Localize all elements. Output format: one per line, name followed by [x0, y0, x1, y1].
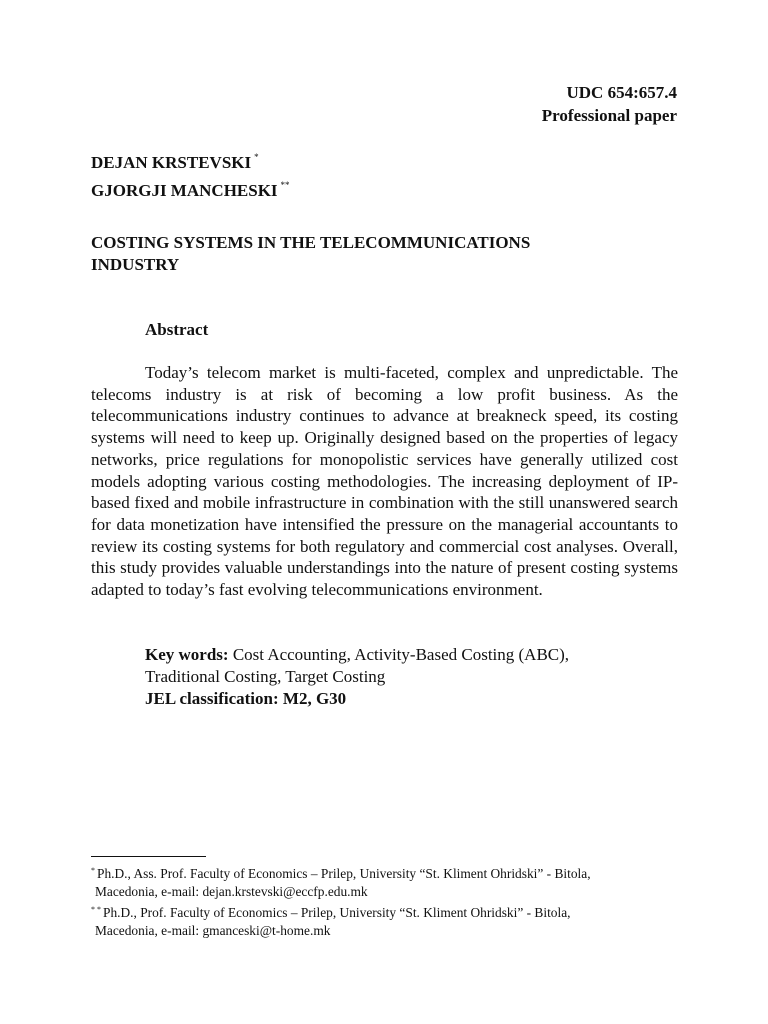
- paper-title: [91, 232, 651, 276]
- keywords-text-2: Traditional Costing, Target Costing: [145, 667, 386, 686]
- keywords-block: [145, 644, 685, 710]
- footnote-2: [91, 901, 691, 940]
- jel-classification: JEL classification: M2, G30: [145, 689, 347, 708]
- author-1: [91, 146, 290, 174]
- abstract-heading: Abstract: [145, 320, 209, 339]
- keywords-text-1: Cost Accounting, Activity-Based Costing (ABC),: [232, 645, 570, 664]
- keywords-line-1: [145, 644, 685, 666]
- footnote-1: [91, 862, 691, 901]
- footnote-mark: *: [91, 866, 95, 875]
- footnote-text: Ph.D., Ass. Prof. Faculty of Economics – Prilep, University “St. Kliment Ohridski” - Bitola,: [97, 866, 591, 881]
- udc-code: UDC 654:657.4: [566, 83, 677, 102]
- footnote-text-cont: Macedonia, e-mail: dejan.krstevski@eccfp.edu.mk: [95, 884, 368, 899]
- author-footnote-mark: *: [254, 152, 259, 162]
- footnote-text-cont: Macedonia, e-mail: gmanceski@t-home.mk: [95, 923, 331, 938]
- paper-type: Professional paper: [541, 106, 677, 125]
- author-name: DEJAN KRSTEVSKI: [91, 153, 252, 172]
- paper-meta: [542, 81, 677, 127]
- footnote-mark: * *: [91, 905, 101, 914]
- footnote-text: Ph.D., Prof. Faculty of Economics – Prilep, University “St. Kliment Ohridski” - Bitola,: [103, 905, 571, 920]
- author-list: [91, 146, 290, 202]
- title-line-1: COSTING SYSTEMS IN THE TELECOMMUNICATIONS: [91, 233, 531, 252]
- author-2: [91, 174, 290, 202]
- footnotes: [91, 862, 691, 940]
- author-name: GJORGJI MANCHESKI: [91, 181, 278, 200]
- abstract-text: Today’s telecom market is multi-faceted, complex and unpredictable. The telecoms industry is at risk of becoming a low profit business. As the telecommunications industry continues to advance at breakneck speed, its costing systems will need to keep up. Originally designed based on the properties of legacy networks, price regulations for monopolistic services have generally utilized cost models adopting various costing methodologies. The increasing deployment of IP-based fixed and mobile infrastructure in combination with the still unanswered search for data monetization have intensified the pressure on the managerial accountants to review its costing systems for both regulatory and commercial cost analyses. Overall, this study provides valuable understandings into the nature of present costing systems adapted to today’s fast evolving telecommunications environment.: [91, 363, 678, 600]
- footnote-divider: [91, 856, 206, 857]
- keywords-label: Key words:: [145, 645, 229, 664]
- author-footnote-mark: **: [280, 180, 290, 190]
- title-line-2: INDUSTRY: [91, 255, 180, 274]
